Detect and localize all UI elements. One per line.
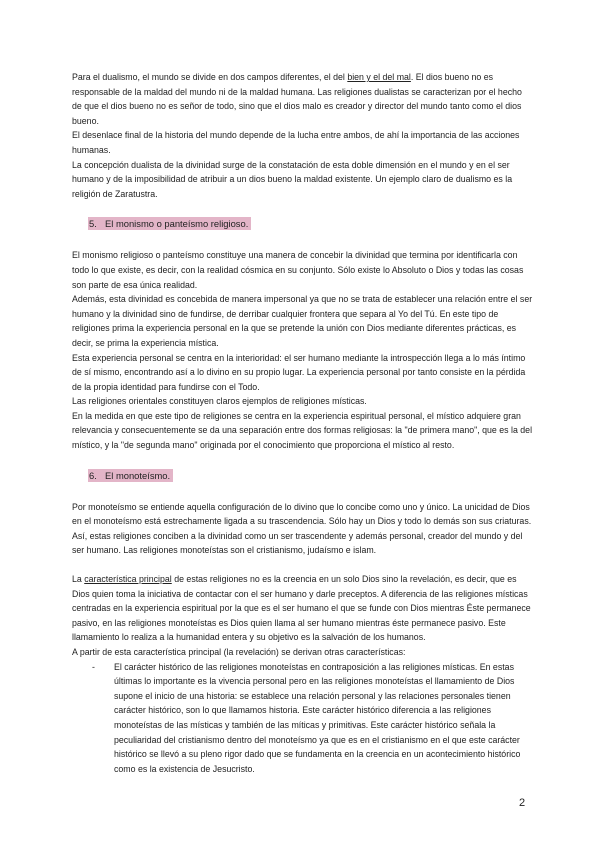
paragraph-dualism: Para el dualismo, el mundo se divide en dos campos diferentes, el del bien y el del mal. El dios bueno no es responsable de la maldad del mundo ni de la maldad humana. Las religiones dualistas se caracterizan por el hecho de que el dios bueno no es señor de todo, sino que el dios malo es creador y director del mundo tanto como el dios bueno.: [72, 72, 522, 126]
paragraph: En la medida en que este tipo de religiones se centra en la experiencia espiritual personal, el místico adquiere gran relevancia y consecuentemente se da una separación entre dos formas religiosas: la "de primera mano", que es la del místico, y la "de segunda mano" originada por el conocimiento que proporciona el místico al resto.: [72, 410, 533, 451]
paragraph: El monismo religioso o panteísmo constituye una manera de concebir la divinidad que termina por identificarla con todo lo que existe, es decir, con la realidad cósmica en su conjunto. Sólo existe lo Absoluto o Dios y todas las cosas son parte de esa única realidad.: [72, 250, 524, 290]
dash-marker: -: [92, 661, 95, 672]
section-heading-5: [72, 214, 534, 232]
paragraph: Por monoteísmo se entiende aquella configuración de lo divino que lo concibe como uno y único. La unicidad de Dios en el monoteísmo está estrechamente ligada a su trascendencia. Sólo hay un Dios y todo lo demás son sus criaturas. Así, estas religiones conciben a la divinidad como un ser trascendente y además personal, creador del mundo y del ser humano. Las religiones monoteístas son el cristianismo, judaísmo e islam.: [72, 501, 532, 556]
page-number: 2: [519, 797, 526, 809]
underlined-text: característica principal: [84, 574, 172, 585]
paragraph: Esta experiencia personal se centra en la interioridad: el ser humano mediante la introspección llega a lo más íntimo de sí mismo, encontrando así a lo divino en su propio lugar. La experiencia personal por tanto consiste en la pérdida de la propia identidad para fundirse con el Todo.: [72, 352, 526, 392]
bullet-list: [72, 660, 534, 777]
paragraph: El desenlace final de la historia del mundo depende de la lucha entre ambos, de ahí la importancia de las acciones humanas.: [72, 130, 520, 155]
paragraph: A partir de esta característica principal (la revelación) se derivan otras características:: [72, 647, 406, 657]
underlined-text: bien y el del mal: [347, 72, 411, 82]
section-title: El monismo o panteísmo religioso.: [105, 218, 249, 230]
paragraph-revelation: La característica principal de estas religiones no es la creencia en un solo Dios sino la revelación, es decir, que es Dios quien toma la iniciativa de contactar con el ser humano y darle preceptos. A diferencia de las religiones místicas centradas en la experiencia espiritual por la que es el ser humano el que se funde con Dios mientras Éste permanece pasivo, en las religiones monoteístas es Dios quien llama al ser humano mientras éste permanece pasivo. Este llamamiento lo realiza a la humanidad entera y su objetivo es la salvación de los humanos.: [72, 574, 531, 643]
section-number: 5.: [89, 218, 97, 230]
paragraph: Además, esta divinidad es concebida de manera impersonal ya que no se trata de establecer una relación entre el ser humano y la divinidad sino de fundirse, de derribar cualquier frontera que separa al Yo del Tú. En este tipo de religiones prima la experiencia personal en la que se pretende la unión con Dios mediante diferentes prácticas, es decir, se prima la experiencia mística.: [72, 294, 533, 348]
section-number: 6.: [89, 469, 97, 481]
list-item: - El carácter histórico de las religiones monoteístas en contraposición a las religiones místicas. En estas últimas lo importante es la vivencia personal pero en las religiones monoteístas el llamamiento de Dios supone el inicio de una historia: se establece una relación personal y las relaciones personales tienen carácter histórico, son lo que llamamos historia. Este carácter histórico diferencia a las religiones monoteístas de las místicas y también de las míticas y primitivas. Este carácter histórico señala la peculiaridad del cristianismo dentro del monoteísmo ya que es en el cristianismo en el que este carácter histórico se llevó a su pleno rigor dado que se fundamenta en la creencia en un acontecimiento histórico como es la existencia de Jesucristo.: [92, 661, 521, 774]
document-page: [72, 70, 534, 776]
section-title: El monoteísmo.: [105, 469, 171, 481]
paragraph: Las religiones orientales constituyen claros ejemplos de religiones místicas.: [72, 396, 367, 407]
paragraph: La concepción dualista de la divinidad surge de la constatación de esta doble dimensión en el mundo y en el ser humano y de la imposibilidad de atribuir a un dios bueno la maldad existente. Un ejemplo claro de dualismo es la religión de Zaratustra.: [72, 159, 513, 199]
section-heading-6: [72, 466, 534, 484]
